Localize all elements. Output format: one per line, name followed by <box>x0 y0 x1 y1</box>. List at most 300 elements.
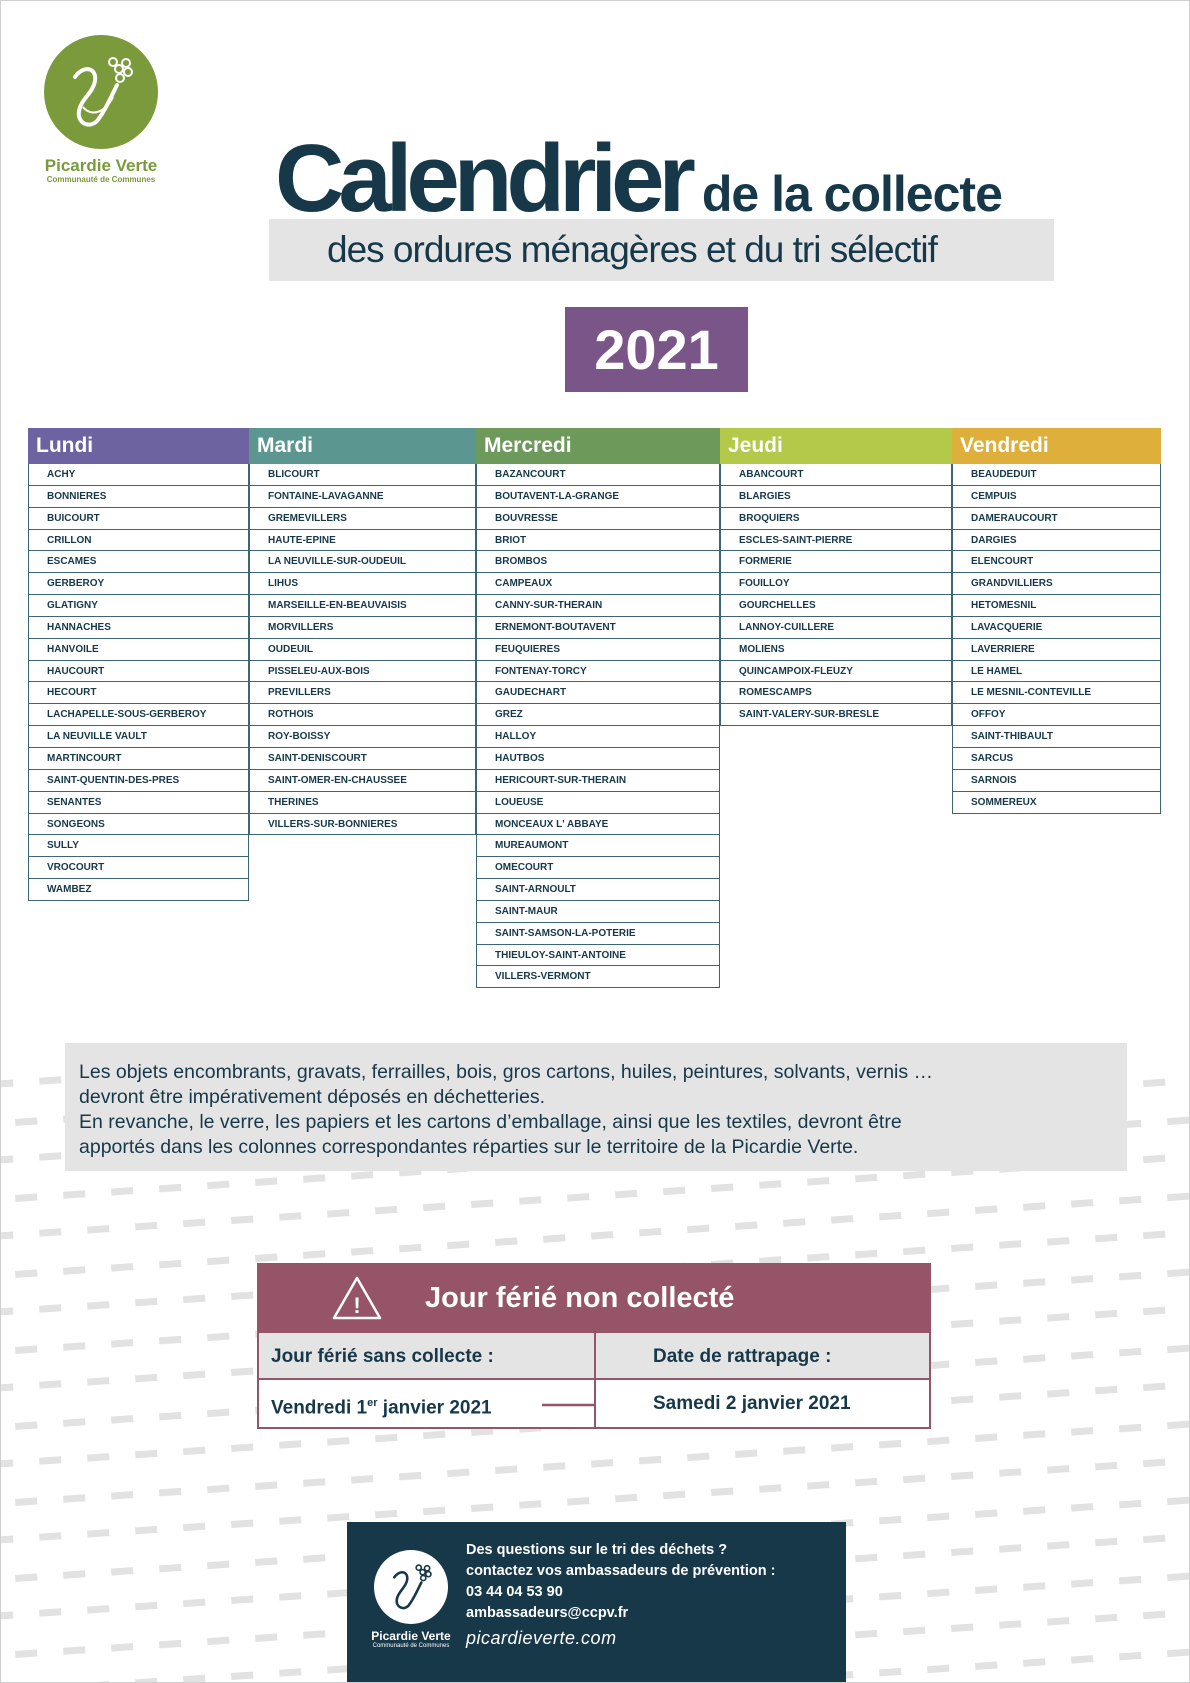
commune-item: OFFOY <box>953 704 1160 726</box>
background-dash <box>1167 1345 1189 1354</box>
background-dash <box>951 1471 973 1480</box>
background-dash <box>1143 1079 1165 1088</box>
background-dash <box>207 1333 229 1342</box>
background-dash <box>615 1190 637 1199</box>
holiday-header <box>257 1263 931 1333</box>
background-dash <box>279 1592 301 1601</box>
title-main: Calendrier <box>275 125 690 232</box>
background-dash <box>1023 1202 1045 1211</box>
background-dash <box>1023 1506 1045 1515</box>
commune-item: SAINT-SAMSON-LA-POTERIE <box>477 923 719 945</box>
background-dash <box>1071 1275 1093 1284</box>
background-dash <box>135 1678 157 1683</box>
column-header-mercredi: Mercredi <box>476 428 720 464</box>
background-dash <box>375 1434 397 1443</box>
background-dash <box>135 1298 157 1307</box>
background-dash <box>87 1301 109 1310</box>
background-dash <box>831 1215 853 1224</box>
commune-item: BLICOURT <box>250 464 475 486</box>
background-dash <box>1095 1538 1117 1547</box>
background-dash <box>183 1675 205 1683</box>
commune-item: BEAUDEDUIT <box>953 464 1160 486</box>
background-dash <box>759 1180 781 1189</box>
commune-item: PISSELEU-AUX-BOIS <box>250 661 475 683</box>
background-dash <box>999 1468 1021 1477</box>
commune-item: LA NEUVILLE VAULT <box>29 726 248 748</box>
commune-item: VILLERS-SUR-BONNIERES <box>250 814 475 836</box>
background-dash <box>1071 1655 1093 1664</box>
commune-item: HAUTE-EPINE <box>250 530 475 552</box>
background-dash <box>519 1500 541 1509</box>
background-dash <box>711 1183 733 1192</box>
background-dash <box>1143 1611 1165 1620</box>
background-dash <box>255 1481 277 1490</box>
commune-item: GOURCHELLES <box>721 595 951 617</box>
background-dash <box>1023 1278 1045 1287</box>
background-dash <box>1143 1307 1165 1316</box>
background-dash <box>1023 1582 1045 1591</box>
background-dash <box>567 1193 589 1202</box>
background-dash <box>1167 1497 1189 1506</box>
commune-item: FONTAINE-LAVAGANNE <box>250 486 475 508</box>
background-dash <box>159 1412 181 1421</box>
footer-email[interactable]: ambassadeurs@ccpv.fr <box>466 1605 629 1621</box>
commune-list-mercredi <box>476 464 720 988</box>
footer-line-2: contactez vos ambassadeurs de prévention : <box>466 1563 776 1579</box>
background-dash <box>39 1304 61 1313</box>
background-dash <box>135 1374 157 1383</box>
background-dash <box>1023 1430 1045 1439</box>
commune-item: LAVACQUERIE <box>953 617 1160 639</box>
commune-item: CRILLON <box>29 530 248 552</box>
commune-item: BOUTAVENT-LA-GRANGE <box>477 486 719 508</box>
background-dash <box>783 1218 805 1227</box>
background-dash <box>279 1212 301 1221</box>
background-dash <box>1071 1427 1093 1436</box>
holiday-col-date <box>259 1333 594 1427</box>
commune-item: HAUCOURT <box>29 661 248 683</box>
commune-item: BONNIERES <box>29 486 248 508</box>
holiday-value <box>259 1380 594 1427</box>
commune-item: BROMBOS <box>477 551 719 573</box>
footer-website-link[interactable]: picardieverte.com <box>466 1628 617 1648</box>
background-dash <box>615 1494 637 1503</box>
column-header-lundi: Lundi <box>28 428 249 464</box>
background-dash <box>63 1266 85 1275</box>
background-dash <box>111 1643 133 1652</box>
logo-name: Picardie Verte <box>44 156 158 175</box>
background-dash <box>327 1437 349 1446</box>
commune-item: SARNOIS <box>953 770 1160 792</box>
background-dash <box>999 1240 1021 1249</box>
commune-item: SONGEONS <box>29 814 248 836</box>
catchup-value: Samedi 2 janvier 2021 <box>596 1380 929 1427</box>
background-dash <box>1167 1269 1189 1278</box>
commune-item: SAINT-DENISCOURT <box>250 748 475 770</box>
background-dash <box>351 1475 373 1484</box>
commune-list-vendredi <box>952 464 1161 814</box>
background-dash <box>183 1599 205 1608</box>
background-dash <box>1095 1386 1117 1395</box>
background-dash <box>831 1443 853 1452</box>
background-dash <box>255 1557 277 1566</box>
commune-item: FEUQUIERES <box>477 639 719 661</box>
column-header-mardi: Mardi <box>249 428 476 464</box>
title-suffix: de la collecte <box>701 166 1002 222</box>
background-dash <box>15 1345 37 1354</box>
commune-item: BLARGIES <box>721 486 951 508</box>
background-dash <box>159 1564 181 1573</box>
background-dash <box>255 1633 277 1642</box>
background-dash <box>327 1209 349 1218</box>
commune-item: SOMMEREUX <box>953 792 1160 814</box>
background-dash <box>879 1212 901 1221</box>
background-dash <box>87 1529 109 1538</box>
background-dash <box>1023 1354 1045 1363</box>
background-dash <box>639 1228 661 1237</box>
background-dash <box>783 1446 805 1455</box>
background-dash <box>159 1184 181 1193</box>
background-dash <box>279 1668 301 1677</box>
background-dash <box>63 1570 85 1579</box>
title-block <box>269 125 1059 289</box>
holiday-value-suffix: janvier 2021 <box>377 1397 492 1419</box>
commune-item: VILLERS-VERMONT <box>477 966 719 988</box>
background-dash <box>591 1459 613 1468</box>
background-dash <box>231 1443 253 1452</box>
commune-item: CAMPEAUX <box>477 573 719 595</box>
commune-item: ESCAMES <box>29 551 248 573</box>
commune-item: HANNACHES <box>29 617 248 639</box>
background-dash <box>975 1205 997 1214</box>
background-dash <box>303 1630 325 1639</box>
background-dash <box>159 1640 181 1649</box>
commune-item: SAINT-THIBAULT <box>953 726 1160 748</box>
background-dash <box>15 1421 37 1430</box>
background-dash <box>663 1187 685 1196</box>
background-dash <box>231 1291 253 1300</box>
column-vendredi <box>952 428 1161 814</box>
background-dash <box>447 1469 469 1478</box>
commune-item: MOLIENS <box>721 639 951 661</box>
footer-phone[interactable]: 03 44 04 53 90 <box>466 1584 563 1600</box>
page-subtitle: des ordures ménagères et du tri sélectif <box>327 229 937 270</box>
column-jeudi <box>720 428 952 726</box>
background-dash <box>855 1630 877 1639</box>
background-dash <box>999 1620 1021 1629</box>
background-dash <box>591 1231 613 1240</box>
background-dash <box>1119 1196 1141 1205</box>
commune-item: HETOMESNIL <box>953 595 1160 617</box>
background-dash <box>735 1449 757 1458</box>
background-dash <box>687 1225 709 1234</box>
background-dash <box>519 1196 541 1205</box>
background-dash <box>1119 1272 1141 1281</box>
background-dash <box>39 1076 61 1085</box>
column-lundi <box>28 428 249 901</box>
picardie-verte-logo <box>31 35 171 184</box>
commune-list-jeudi <box>720 464 952 726</box>
background-dash <box>1 1231 13 1240</box>
background-dash <box>183 1447 205 1456</box>
background-dash <box>207 1485 229 1494</box>
background-dash <box>927 1665 949 1674</box>
background-dash <box>807 1177 829 1186</box>
background-dash <box>1143 1535 1165 1544</box>
holiday-table <box>257 1263 931 1431</box>
commune-item: SAINT-ARNOULT <box>477 879 719 901</box>
background-dash <box>447 1241 469 1250</box>
commune-item: MONCEAUX L' ABBAYE <box>477 814 719 836</box>
background-dash <box>975 1585 997 1594</box>
background-dash <box>111 1491 133 1500</box>
background-dash <box>39 1152 61 1161</box>
column-mardi <box>249 428 476 835</box>
holiday-label: Jour férié sans collecte : <box>259 1333 594 1380</box>
background-dash <box>471 1503 493 1512</box>
background-dash <box>111 1415 133 1424</box>
background-dash <box>207 1561 229 1570</box>
background-dash <box>879 1592 901 1601</box>
commune-item: BROQUIERS <box>721 508 951 530</box>
background-dash <box>999 1316 1021 1325</box>
commune-item: LIHUS <box>250 573 475 595</box>
background-dash <box>1071 1579 1093 1588</box>
background-dash <box>1047 1313 1069 1322</box>
commune-item: WAMBEZ <box>29 879 248 901</box>
column-header-jeudi: Jeudi <box>720 428 952 464</box>
background-dash <box>1119 1652 1141 1661</box>
background-dash <box>111 1339 133 1348</box>
background-dash <box>231 1367 253 1376</box>
year-badge: 2021 <box>565 307 748 392</box>
commune-item: GAUDECHART <box>477 682 719 704</box>
background-dash <box>927 1513 949 1522</box>
background-dash <box>567 1497 589 1506</box>
background-dash <box>231 1215 253 1224</box>
footer-logo-subtitle: Communauté de Communes <box>372 1643 450 1649</box>
commune-item: MORVILLERS <box>250 617 475 639</box>
background-dash <box>951 1395 973 1404</box>
warning-icon <box>327 1275 387 1321</box>
background-dash <box>15 1117 37 1126</box>
background-dash <box>855 1478 877 1487</box>
commune-item: MUREAUMONT <box>477 835 719 857</box>
background-dash <box>39 1380 61 1389</box>
background-dash <box>159 1260 181 1269</box>
background-dash <box>183 1219 205 1228</box>
holiday-value-prefix: Vendredi 1 <box>271 1397 368 1419</box>
background-dash <box>351 1247 373 1256</box>
commune-item: ABANCOURT <box>721 464 951 486</box>
commune-item: CANNY-SUR-THERAIN <box>477 595 719 617</box>
background-dash <box>375 1206 397 1215</box>
commune-item: FORMERIE <box>721 551 951 573</box>
background-dash <box>63 1646 85 1655</box>
holiday-title: Jour férié non collecté <box>425 1281 735 1314</box>
commune-item: LOUEUSE <box>477 792 719 814</box>
background-dash <box>975 1357 997 1366</box>
background-dash <box>1167 1421 1189 1430</box>
background-dash <box>135 1526 157 1535</box>
background-dash <box>1143 1383 1165 1392</box>
commune-item: FONTENAY-TORCY <box>477 661 719 683</box>
background-dash <box>15 1573 37 1582</box>
commune-item: ACHY <box>29 464 248 486</box>
background-dash <box>423 1431 445 1440</box>
background-dash <box>951 1623 973 1632</box>
column-header-vendredi: Vendredi <box>952 428 1161 464</box>
background-dash <box>903 1551 925 1560</box>
background-dash <box>999 1544 1021 1553</box>
commune-item: ROTHOIS <box>250 704 475 726</box>
background-dash <box>999 1392 1021 1401</box>
commune-item: OUDEUIL <box>250 639 475 661</box>
background-dash <box>807 1481 829 1490</box>
commune-item: SENANTES <box>29 792 248 814</box>
info-box <box>65 1043 1127 1171</box>
commune-item: ROY-BOISSY <box>250 726 475 748</box>
commune-item: ESCLES-SAINT-PIERRE <box>721 530 951 552</box>
background-dash <box>879 1440 901 1449</box>
commune-item: LE HAMEL <box>953 661 1160 683</box>
flower-icon <box>385 1558 437 1616</box>
commune-item: HAUTBOS <box>477 748 719 770</box>
background-dash <box>87 1605 109 1614</box>
background-dash <box>231 1595 253 1604</box>
background-dash <box>111 1567 133 1576</box>
background-dash <box>303 1174 325 1183</box>
background-dash <box>183 1371 205 1380</box>
background-dash <box>87 1453 109 1462</box>
background-dash <box>1143 1459 1165 1468</box>
background-dash <box>255 1253 277 1262</box>
background-dash <box>1023 1658 1045 1667</box>
commune-item: LE MESNIL-CONTEVILLE <box>953 682 1160 704</box>
background-dash <box>1095 1310 1117 1319</box>
background-dash <box>1 1079 13 1088</box>
background-dash <box>543 1234 565 1243</box>
background-dash <box>63 1342 85 1351</box>
background-dash <box>471 1199 493 1208</box>
background-dash <box>399 1244 421 1253</box>
background-dash <box>951 1547 973 1556</box>
background-dash <box>279 1516 301 1525</box>
background-dash <box>1047 1541 1069 1550</box>
background-dash <box>207 1409 229 1418</box>
background-dash <box>303 1478 325 1487</box>
background-dash <box>255 1177 277 1186</box>
background-dash <box>1095 1234 1117 1243</box>
commune-item: LACHAPELLE-SOUS-GERBEROY <box>29 704 248 726</box>
info-line-2: devront être impérativement déposés en déchetteries. <box>79 1086 546 1108</box>
commune-item: LANNOY-CUILLERE <box>721 617 951 639</box>
holiday-value-sup: er <box>367 1397 378 1409</box>
background-dash <box>39 1228 61 1237</box>
commune-item: ROMESCAMPS <box>721 682 951 704</box>
commune-item: ELENCOURT <box>953 551 1160 573</box>
commune-item: SULLY <box>29 835 248 857</box>
background-dash <box>1 1383 13 1392</box>
commune-item: MARTINCOURT <box>29 748 248 770</box>
background-dash <box>495 1465 517 1474</box>
commune-item: DARGIES <box>953 530 1160 552</box>
background-dash <box>1119 1500 1141 1509</box>
background-dash <box>1071 1351 1093 1360</box>
background-dash <box>207 1257 229 1266</box>
background-dash <box>63 1190 85 1199</box>
background-dash <box>1071 1503 1093 1512</box>
commune-item: SARCUS <box>953 748 1160 770</box>
background-dash <box>87 1377 109 1386</box>
background-dash <box>423 1507 445 1516</box>
commune-item: HALLOY <box>477 726 719 748</box>
background-dash <box>927 1209 949 1218</box>
info-line-4: apportés dans les colonnes correspondantes réparties sur le territoire de la Picardie Verte. <box>79 1136 859 1158</box>
background-dash <box>1119 1424 1141 1433</box>
logo-circle <box>44 35 158 149</box>
commune-item: BOUVRESSE <box>477 508 719 530</box>
background-dash <box>927 1589 949 1598</box>
background-dash <box>63 1418 85 1427</box>
column-mercredi <box>476 428 720 988</box>
flower-icon <box>61 47 141 137</box>
background-dash <box>375 1510 397 1519</box>
commune-item: QUINCAMPOIX-FLEUZY <box>721 661 951 683</box>
background-dash <box>975 1281 997 1290</box>
background-dash <box>303 1554 325 1563</box>
background-dash <box>975 1661 997 1670</box>
background-dash <box>39 1532 61 1541</box>
commune-item: BUICOURT <box>29 508 248 530</box>
background-dash <box>1167 1193 1189 1202</box>
background-dash <box>159 1488 181 1497</box>
holiday-grid <box>257 1333 931 1429</box>
commune-item: GERBEROY <box>29 573 248 595</box>
background-dash <box>87 1225 109 1234</box>
background-dash <box>327 1513 349 1522</box>
commune-item: ERNEMONT-BOUTAVENT <box>477 617 719 639</box>
background-dash <box>543 1462 565 1471</box>
background-dash <box>183 1523 205 1532</box>
commune-item: DAMERAUCOURT <box>953 508 1160 530</box>
footer-contact-text <box>466 1540 775 1649</box>
background-dash <box>759 1484 781 1493</box>
commune-item: LA NEUVILLE-SUR-OUDEUIL <box>250 551 475 573</box>
commune-item: GRANDVILLIERS <box>953 573 1160 595</box>
background-dash <box>855 1250 877 1259</box>
background-dash <box>111 1187 133 1196</box>
commune-item: THERINES <box>250 792 475 814</box>
background-dash <box>231 1519 253 1528</box>
commune-item: HECOURT <box>29 682 248 704</box>
background-dash <box>903 1627 925 1636</box>
commune-item: HANVOILE <box>29 639 248 661</box>
commune-item: MARSEILLE-EN-BEAUVAISIS <box>250 595 475 617</box>
background-dash <box>807 1253 829 1262</box>
background-dash <box>1 1611 13 1620</box>
background-dash <box>1071 1199 1093 1208</box>
background-dash <box>15 1497 37 1506</box>
background-dash <box>183 1295 205 1304</box>
background-dash <box>1047 1465 1069 1474</box>
background-dash <box>15 1269 37 1278</box>
background-dash <box>135 1222 157 1231</box>
commune-item: SAINT-OMER-EN-CHAUSSEE <box>250 770 475 792</box>
background-dash <box>135 1602 157 1611</box>
background-dash <box>1 1307 13 1316</box>
footer-line-1: Des questions sur le tri des déchets ? <box>466 1542 728 1558</box>
